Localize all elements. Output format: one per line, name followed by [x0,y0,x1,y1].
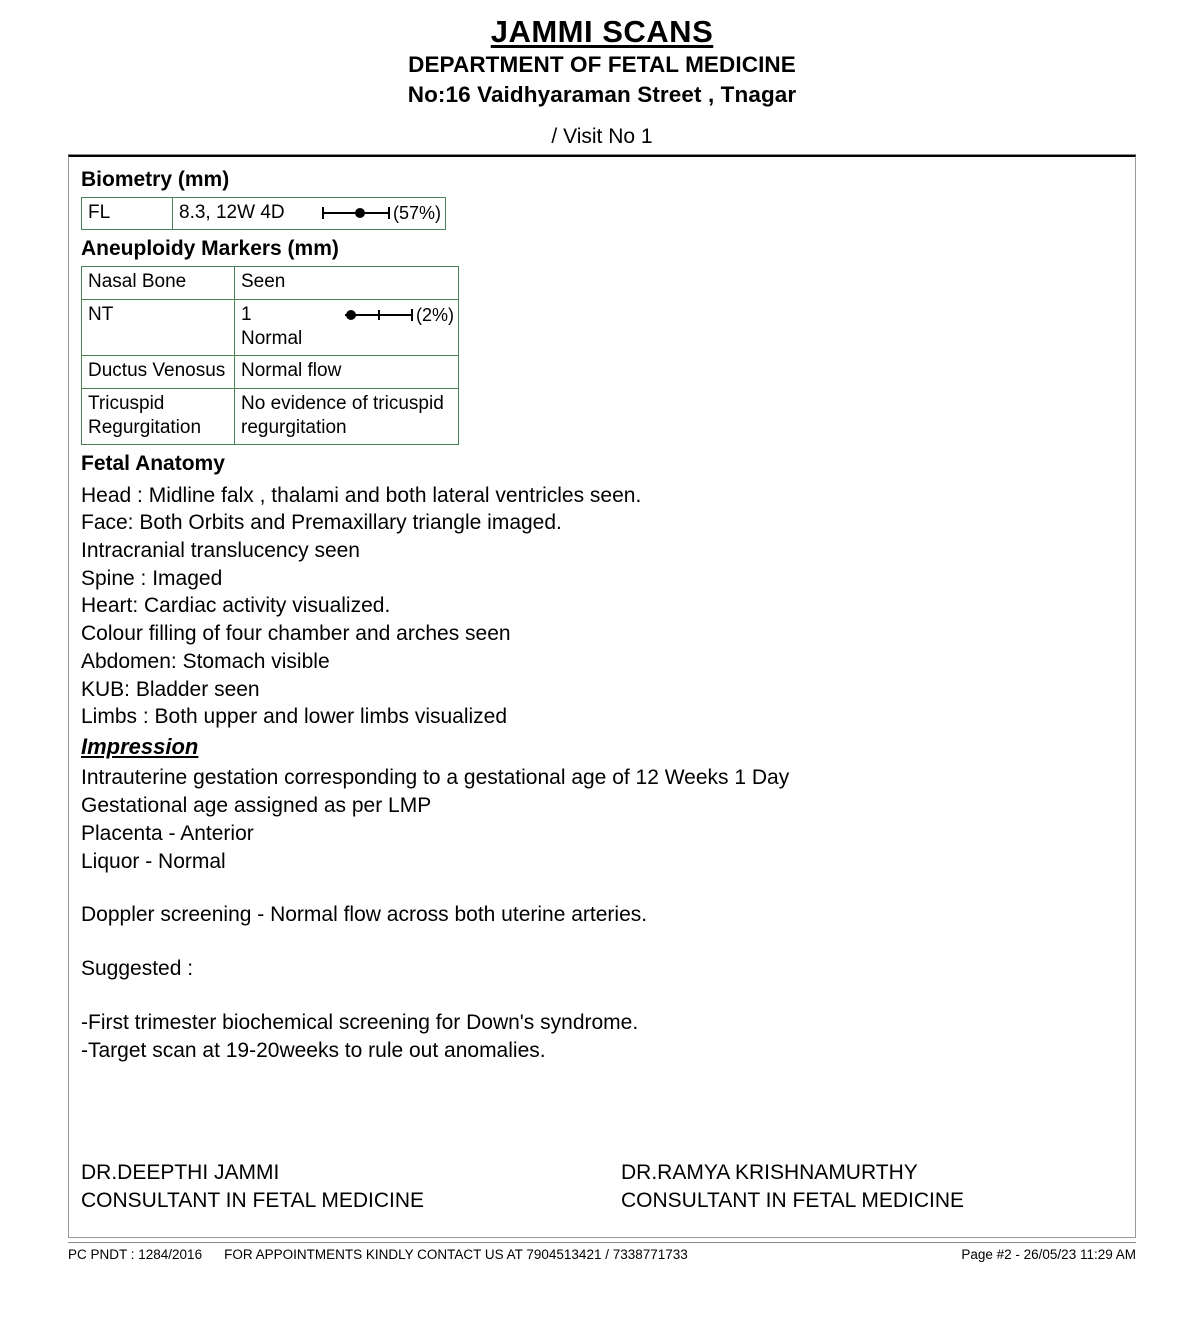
impression-line-liquor: Liquor - Normal [81,849,226,873]
fetal-anatomy-line-face: Face: Both Orbits and Premaxillary triangle imaged. [81,511,562,535]
table-row [82,388,459,445]
percentile-left-cap-icon [322,207,324,219]
signature-right [585,1159,1125,1214]
footer-contact: FOR APPOINTMENTS KINDLY CONTACT US AT 7904513421 / 7338771733 [224,1246,688,1262]
table-row [82,267,459,299]
percentile-dot-icon [346,310,356,320]
doctor-name-right: DR.RAMYA KRISHNAMURTHY [621,1161,918,1185]
aneuploidy-table [81,266,459,445]
nt-percentile-marker [345,306,454,324]
doctor-role-right: CONSULTANT IN FETAL MEDICINE [621,1188,965,1212]
fetal-anatomy-line-abdomen: Abdomen: Stomach visible [81,649,330,673]
impression-line-placenta: Placenta - Anterior [81,821,254,845]
aneuploidy-row-label-ductus-venosus: Ductus Venosus [82,356,235,388]
signature-block [81,1159,1125,1214]
suggested-item-biochemical-screening: -First trimester biochemical screening for Down's syndrome. [81,1010,639,1034]
fl-percentile-label: (57%) [392,202,441,223]
percentile-right-cap-icon [411,309,413,321]
department-name: DEPARTMENT OF FETAL MEDICINE [408,51,796,77]
fetal-anatomy-line-spine: Spine : Imaged [81,566,223,590]
suggested-item-target-scan: -Target scan at 19-20weeks to rule out anomalies. [81,1038,546,1062]
doppler-line: Doppler screening - Normal flow across both uterine arteries. [81,903,648,927]
page-footer [68,1246,1136,1264]
suggested-title: Suggested : [81,957,194,981]
impression-line-gestation: Intrauterine gestation corresponding to a gestational age of 12 Weeks 1 Day [81,766,790,790]
spacer [81,929,1135,955]
fetal-anatomy-line-colour-filling: Colour filling of four chamber and arches seen [81,622,511,646]
biometry-row-value: 8.3, 12W 4D [179,201,285,223]
nt-value: 1 [241,303,252,325]
percentile-dot-icon [355,208,365,218]
biometry-section-title: Biometry (mm) [81,167,230,191]
fetal-anatomy-line-limbs: Limbs : Both upper and lower limbs visualized [81,705,508,729]
fetal-anatomy-line-kub: KUB: Bladder seen [81,677,260,701]
footer-registration: PC PNDT : 1284/2016 [68,1246,203,1262]
percentile-scale-icon [322,207,390,219]
fetal-anatomy-line-intracranial: Intracranial translucency seen [81,538,360,562]
visit-line: / Visit No 1 [551,125,653,149]
table-row [82,197,446,229]
signature-left [81,1159,585,1214]
impression-line-lmp: Gestational age assigned as per LMP [81,794,432,818]
percentile-scale-icon [345,309,413,321]
impression-section-title: Impression [81,733,199,759]
table-row [82,299,459,356]
spacer [81,875,1135,901]
aneuploidy-section-title: Aneuploidy Markers (mm) [81,237,339,261]
percentile-right-cap-icon [388,207,390,219]
aneuploidy-row-value-tricuspid: No evidence of tricuspid regurgitation [235,388,459,445]
fetal-anatomy-line-heart: Heart: Cardiac activity visualized. [81,594,391,618]
percentile-mid-tick-icon [378,310,380,320]
table-row [82,356,459,388]
report-content-frame [68,155,1136,1238]
aneuploidy-row-label-tricuspid: Tricuspid Regurgitation [82,388,235,445]
aneuploidy-row-value-ductus-venosus: Normal flow [235,356,459,388]
aneuploidy-row-label-nasal-bone: Nasal Bone [82,267,235,299]
clinic-name: JAMMI SCANS [490,14,714,49]
biometry-table [81,197,446,230]
biometry-row-label: FL [82,197,173,229]
clinic-address: No:16 Vaidhyaraman Street , Tnagar [407,82,797,108]
biometry-row-value-cell [173,197,446,229]
footer-page-info: Page #2 - 26/05/23 11:29 AM [961,1246,1136,1262]
fetal-anatomy-section-title: Fetal Anatomy [81,452,225,476]
fl-percentile-marker [322,204,441,222]
aneuploidy-row-label-nt: NT [82,299,235,356]
report-header [0,0,1204,110]
doctor-role-left: CONSULTANT IN FETAL MEDICINE [81,1188,425,1212]
doctor-name-left: DR.DEEPTHI JAMMI [81,1161,280,1185]
footer-divider [68,1242,1136,1243]
fetal-anatomy-line-head: Head : Midline falx , thalami and both lateral ventricles seen. [81,483,642,507]
aneuploidy-row-value-nasal-bone: Seen [235,267,459,299]
aneuploidy-row-value-nt [235,299,459,356]
nt-interpretation: Normal [241,328,303,350]
spacer [81,983,1135,1009]
nt-percentile-label: (2%) [415,304,454,325]
